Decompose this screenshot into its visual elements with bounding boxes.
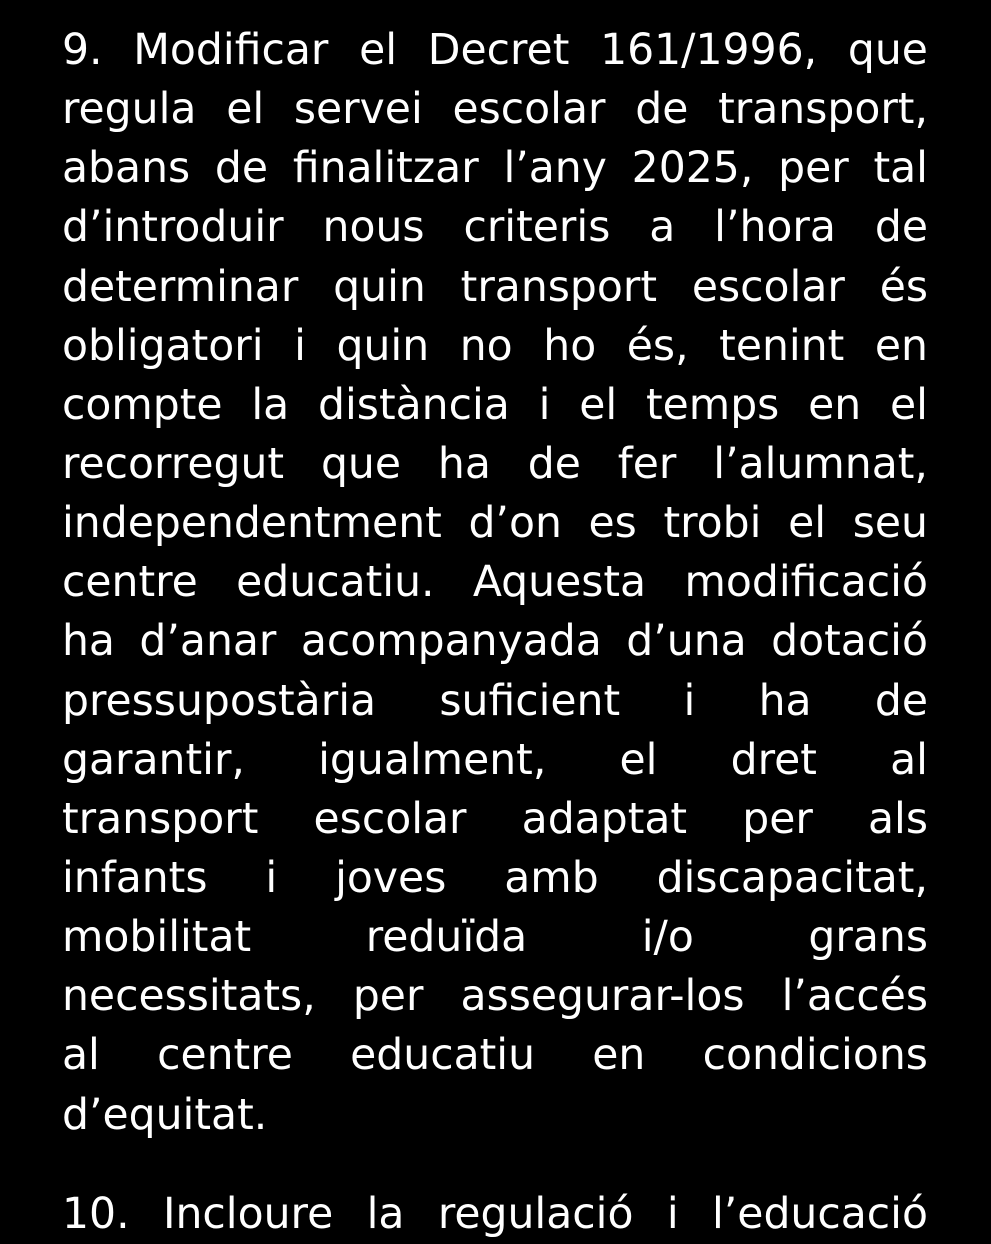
- text-word: el: [226, 85, 265, 135]
- text-word: 10.: [62, 1189, 130, 1239]
- text-word: criteris: [463, 203, 611, 253]
- text-word: d’una: [626, 617, 747, 667]
- text-word: i: [294, 321, 306, 371]
- text-word: de: [874, 203, 928, 253]
- text-word: grans: [808, 913, 928, 963]
- text-word: en: [592, 1031, 646, 1081]
- text-word: educatiu: [350, 1031, 536, 1081]
- text-word: d’introduir: [62, 203, 284, 253]
- text-word: l’educació: [711, 1189, 928, 1239]
- text-word: adaptat: [521, 794, 688, 844]
- text-word: escolar: [313, 794, 467, 844]
- text-word: el: [359, 26, 398, 75]
- text-word: Incloure: [162, 1189, 334, 1239]
- text-word: la: [366, 1189, 405, 1239]
- text-word: és,: [626, 321, 689, 371]
- text-line: [62, 317, 928, 376]
- text-word: Decret: [427, 26, 570, 75]
- text-word: a: [649, 203, 676, 253]
- text-word: el: [788, 499, 827, 549]
- text-word: amb: [504, 853, 599, 903]
- text-word: assegurar-los: [460, 972, 745, 1022]
- document-body: [62, 21, 928, 1244]
- text-word: regula: [62, 85, 197, 135]
- text-word: és: [879, 262, 928, 312]
- text-word: ha: [437, 439, 491, 489]
- text-word: acompanyada: [300, 617, 602, 667]
- text-word: l’alumnat,: [713, 439, 928, 489]
- text-word: servei: [293, 85, 423, 135]
- text-word: independentment: [62, 499, 442, 549]
- text-word: infants: [62, 853, 208, 903]
- text-word: dotació: [771, 617, 928, 667]
- text-word: es: [588, 499, 637, 549]
- text-line: [62, 435, 928, 494]
- text-line: [62, 80, 928, 139]
- text-word: d’anar: [139, 617, 277, 667]
- text-line: [62, 731, 928, 790]
- text-word: transport,: [718, 85, 928, 135]
- text-word: en: [874, 321, 928, 371]
- text-word: 9.: [62, 26, 103, 75]
- text-word: igualment,: [318, 735, 547, 785]
- text-word: i: [538, 380, 551, 430]
- text-word: suficient: [439, 676, 621, 726]
- text-word: joves: [335, 853, 447, 903]
- text-line: [62, 672, 928, 731]
- text-word: regulació: [437, 1189, 634, 1239]
- text-word: escolar: [691, 262, 845, 312]
- text-word: Modificar: [133, 26, 329, 75]
- text-word: 161/1996,: [600, 26, 818, 75]
- text-word: transport: [460, 262, 658, 312]
- text-word: tal: [873, 144, 928, 194]
- text-word: centre: [157, 1031, 293, 1081]
- text-word: nous: [322, 203, 425, 253]
- text-line: [62, 908, 928, 967]
- text-word: compte: [62, 380, 223, 430]
- text-line: [62, 494, 928, 553]
- text-line: [62, 139, 928, 198]
- text-word: centre: [62, 558, 198, 608]
- text-word: reduïda: [365, 913, 528, 963]
- text-line: [62, 849, 928, 908]
- text-word: que: [847, 26, 928, 75]
- text-word: distància: [318, 380, 510, 430]
- text-line: [62, 612, 928, 671]
- text-word: necessitats,: [62, 972, 316, 1022]
- text-word: pressupostària: [62, 676, 377, 726]
- text-word: en: [808, 380, 862, 430]
- text-word: seu: [852, 499, 928, 549]
- text-word: abans: [62, 144, 191, 194]
- text-word: per: [352, 972, 424, 1022]
- text-line: [62, 258, 928, 317]
- text-word: educatiu.: [236, 558, 435, 608]
- text-word: escolar: [452, 85, 606, 135]
- text-word: i: [265, 853, 278, 903]
- text-word: de: [214, 144, 269, 194]
- text-line: [62, 967, 928, 1026]
- text-word: la: [251, 380, 290, 430]
- text-word: l’any: [503, 144, 607, 194]
- text-word: transport: [62, 794, 259, 844]
- text-word: d’on: [468, 499, 562, 549]
- text-word: al: [890, 735, 928, 785]
- text-line: d’equitat.: [62, 1090, 268, 1140]
- text-word: al: [62, 1031, 100, 1081]
- text-word: i: [666, 1189, 679, 1239]
- text-word: l’accés: [781, 972, 928, 1022]
- text-line: [62, 1185, 928, 1244]
- text-word: dret: [730, 735, 817, 785]
- text-line: [62, 1026, 928, 1085]
- text-word: trobi: [663, 499, 762, 549]
- text-word: modificació: [684, 558, 928, 608]
- text-word: per: [742, 794, 813, 844]
- text-word: finalitzar: [292, 144, 479, 194]
- text-line: [62, 553, 928, 612]
- text-word: ho: [543, 321, 597, 371]
- text-line: [62, 790, 928, 849]
- text-word: no: [459, 321, 513, 371]
- text-word: ha: [758, 676, 812, 726]
- text-word: el: [890, 380, 928, 430]
- text-word: fer: [617, 439, 677, 489]
- text-line: [62, 198, 928, 257]
- text-word: i/o: [641, 913, 694, 963]
- text-word: per: [778, 144, 849, 194]
- text-word: quin: [336, 321, 430, 371]
- text-word: quin: [333, 262, 426, 312]
- text-word: determinar: [62, 262, 299, 312]
- text-word: discapacitat,: [656, 853, 928, 903]
- text-word: Aquesta: [472, 558, 647, 608]
- text-word: garantir,: [62, 735, 245, 785]
- text-word: de: [874, 676, 928, 726]
- text-word: el: [619, 735, 658, 785]
- text-line: [62, 21, 928, 80]
- item-9-paragraph: [62, 21, 928, 1145]
- text-line: [62, 376, 928, 435]
- text-word: ha: [62, 617, 115, 667]
- text-word: el: [579, 380, 618, 430]
- text-word: l’hora: [714, 203, 836, 253]
- text-word: obligatori: [62, 321, 264, 371]
- text-word: 2025,: [631, 144, 754, 194]
- text-word: que: [320, 439, 401, 489]
- text-word: de: [635, 85, 689, 135]
- text-word: tenint: [719, 321, 845, 371]
- text-word: de: [527, 439, 581, 489]
- text-word: i: [683, 676, 696, 726]
- paragraph-gap: [62, 1145, 928, 1185]
- item-10-paragraph: [62, 1185, 928, 1244]
- text-word: mobilitat: [62, 913, 252, 963]
- text-word: temps: [645, 380, 780, 430]
- text-word: condicions: [702, 1031, 928, 1081]
- text-word: recorregut: [62, 439, 285, 489]
- text-word: als: [867, 794, 928, 844]
